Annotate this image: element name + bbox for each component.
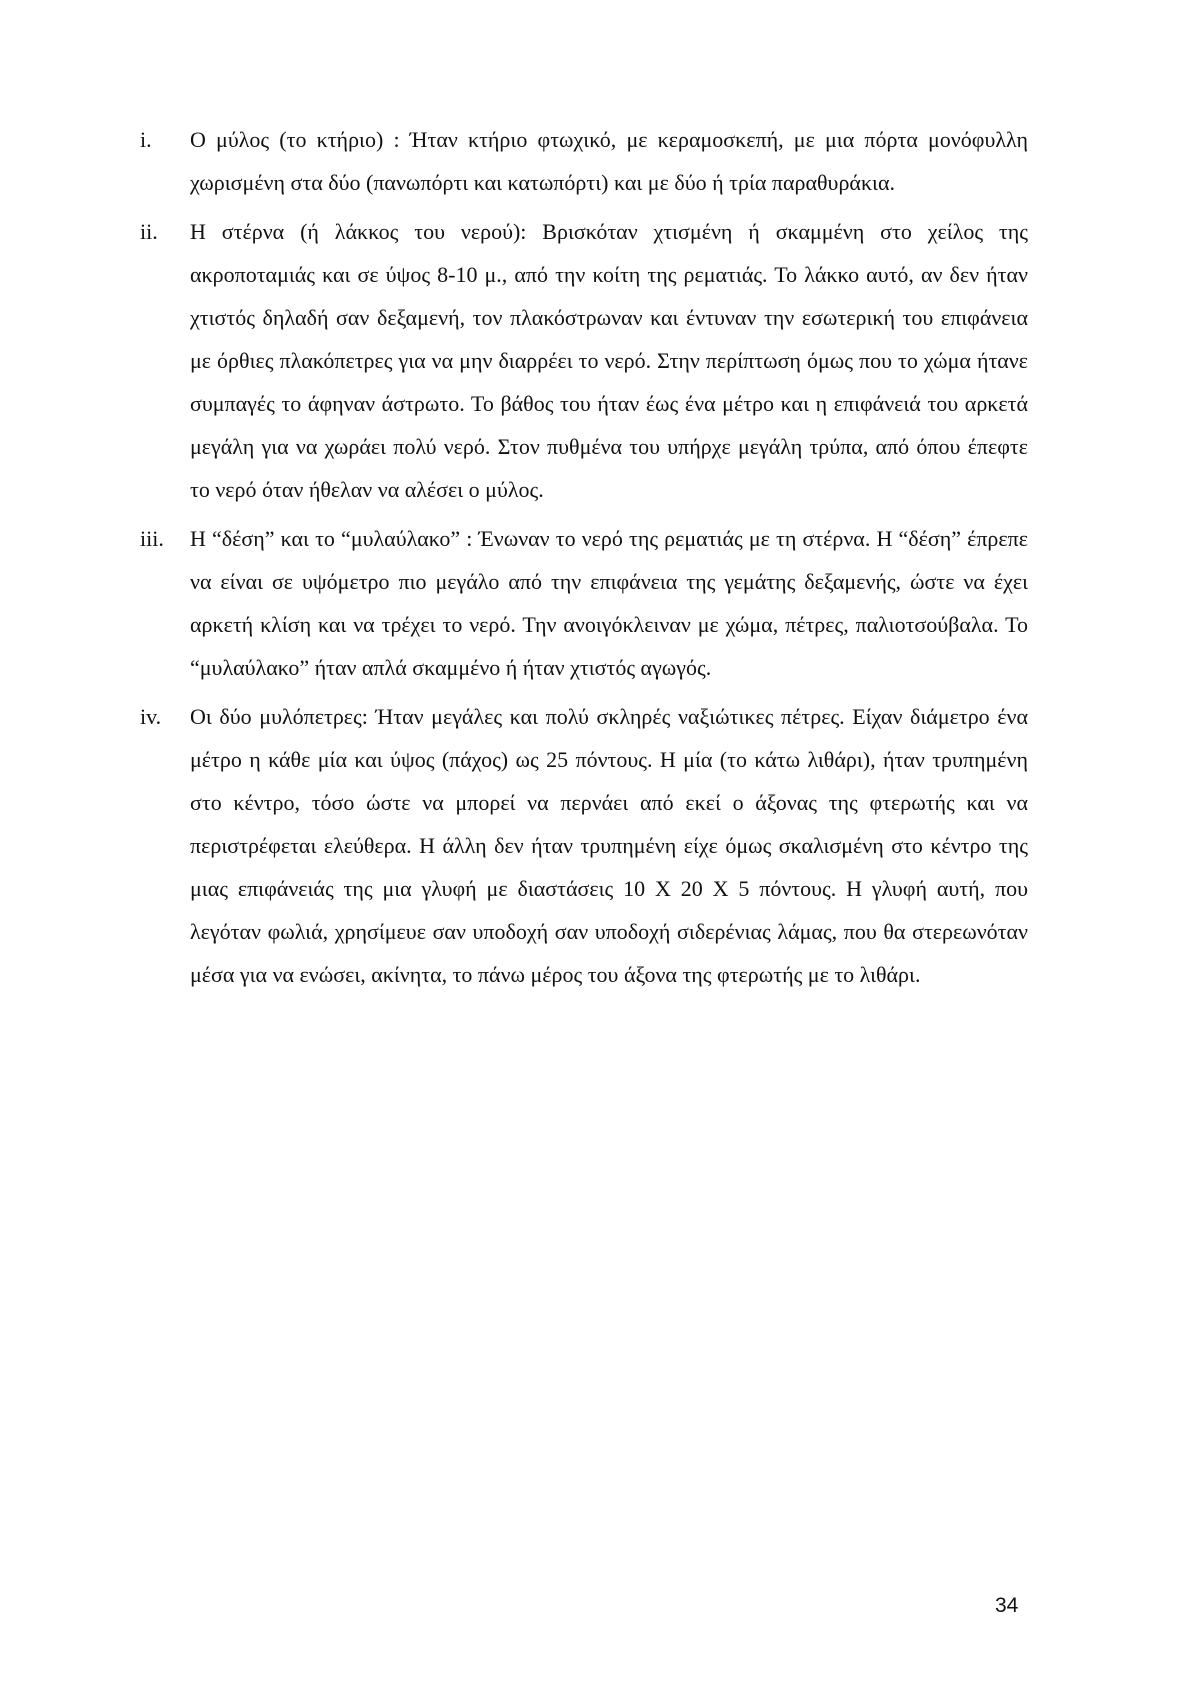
item-marker: iii. [140,526,164,551]
list-item-iv [140,695,1028,996]
list-item-i [140,118,1028,204]
item-marker: ii. [140,219,158,244]
list-item-iii [140,517,1028,689]
list-item-ii [140,210,1028,511]
item-text: Η στέρνα (ή λάκκος του νερού): Βρισκόταν χτισμένη ή σκαμμένη στο χείλος της ακροποταμιάς και σε ύψος 8-10 μ., από την κοίτη της ρεματιάς. Το λάκκο αυτό, αν δεν ήταν χτιστός δηλαδή σαν δεξαμενή, τον πλακόστρωναν και έντυναν την εσωτερική του επιφάνεια με όρθιες πλακόπετρες για να μην διαρρέει το νερό. Στην περίπτωση όμως που το χώμα ήτανε συμπαγές το άφηναν άστρωτο. Το βάθος του ήταν έως ένα μέτρο και η επιφάνειά του αρκετά μεγάλη για να χωράει πολύ νερό. Στον πυθμένα του υπήρχε μεγάλη τρύπα, από όπου έπεφτε το νερό όταν ήθελαν να αλέσει ο μύλος. [190,219,1028,502]
item-list [140,118,1028,1002]
item-text: Οι δύο μυλόπετρες: Ήταν μεγάλες και πολύ σκληρές ναξιώτικες πέτρες. Είχαν διάμετρο ένα μέτρο η κάθε μία και ύψος (πάχος) ως 25 πόντους. Η μία (το κάτω λιθάρι), ήταν τρυπημένη στο κέντρο, τόσο ώστε να μπορεί να περνάει από εκεί ο άξονας της φτερωτής και να περιστρέφεται ελεύθερα. Η άλλη δεν ήταν τρυπημένη είχε όμως σκαλισμένη στο κέντρο της μιας επιφάνειάς της μια γλυφή με διαστάσεις 10 Χ 20 Χ 5 πόντους. Η γλυφή αυτή, που λεγόταν φωλιά, χρησίμευε σαν υποδοχή σαν υποδοχή σιδερένιας λάμας, που θα στερεωνόταν μέσα για να ενώσει, ακίνητα, το πάνω μέρος του άξονα της φτερωτής με το λιθάρι. [190,704,1028,987]
item-text: Ο μύλος (το κτήριο) : Ήταν κτήριο φτωχικό, με κεραμοσκεπή, με μια πόρτα μονόφυλλη χωρισμένη στα δύο (πανωπόρτι και κατωπόρτι) και με δύο ή τρία παραθυράκια. [190,127,1028,195]
item-marker: i. [140,127,152,152]
item-text: Η “δέση” και το “μυλαύλακο” : Ένωναν το νερό της ρεματιάς με τη στέρνα. Η “δέση” έπρεπε να είναι σε υψόμετρο πιο μεγάλο από την επιφάνεια της γεμάτης δεξαμενής, ώστε να έχει αρκετή κλίση και να τρέχει το νερό. Την ανοιγόκλειναν με χώμα, πέτρες, παλιοτσούβαλα. Το “μυλαύλακο” ήταν απλά σκαμμένο ή ήταν χτιστός αγωγός. [190,526,1028,680]
item-marker: iv. [140,704,162,729]
page-number: 34 [995,1594,1019,1617]
